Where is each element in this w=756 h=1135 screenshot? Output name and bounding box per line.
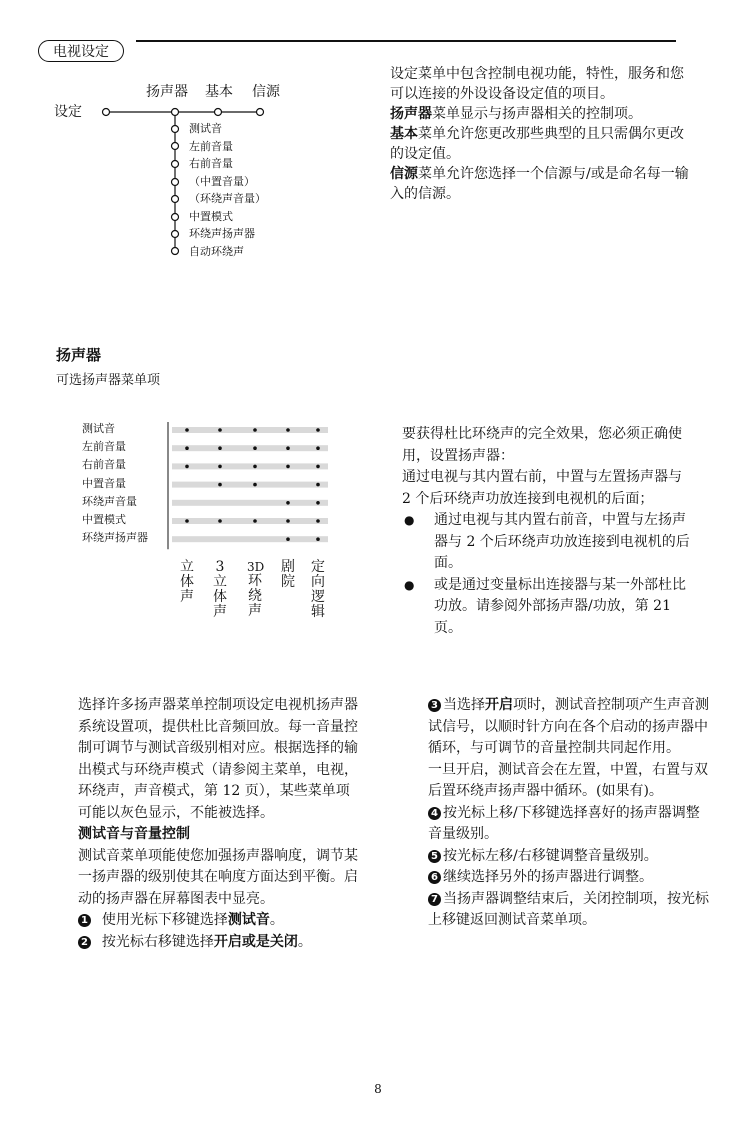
step-2 bbox=[78, 932, 360, 954]
availability-dot bbox=[253, 465, 257, 469]
step-keyword: 开启或是关闭 bbox=[213, 933, 298, 950]
step-text: 使用光标下移键选择 bbox=[101, 912, 228, 928]
intro-basic-term: 基本 bbox=[390, 126, 418, 142]
test-tone-subheading: 测试音与音量控制 bbox=[78, 826, 190, 842]
step-1 bbox=[78, 910, 360, 932]
step-text: 当扬声器调整结束后，关闭控制项，按光标上移键返回测试音菜单项。 bbox=[428, 890, 709, 928]
table-column-label: 剧 院 bbox=[281, 559, 295, 590]
table-row-band bbox=[172, 463, 328, 469]
availability-dot bbox=[253, 519, 257, 523]
table-column-label: 定 向 逻 辑 bbox=[311, 559, 325, 620]
bullet-item: ● 通过电视与其内置右前音，中置与左扬声器与 2 个后环绕声功放连接到电视机的后面。 bbox=[402, 510, 692, 575]
table-row-label: 左前音量 bbox=[82, 440, 126, 454]
tree-branch-speaker: 扬声器 bbox=[146, 84, 188, 100]
menu-tree-lines bbox=[50, 78, 310, 268]
availability-dot bbox=[316, 428, 320, 432]
availability-dot bbox=[316, 519, 320, 523]
intro-speaker-desc: 菜单显示与扬声器相关的控制项。 bbox=[432, 106, 642, 122]
intro-source-desc: 菜单允许您选择一个信源与/或是命名每一输入的信源。 bbox=[390, 166, 689, 202]
step-5 bbox=[428, 846, 710, 868]
tree-item: 环绕声扬声器 bbox=[189, 227, 255, 240]
intro-line: 设定菜单中包含控制电视功能，特性，服务和您可以连接的外设设备设定值的项目。 bbox=[390, 66, 684, 102]
page-number: 8 bbox=[374, 1082, 382, 1096]
bullet-item: ● 或是通过变量标出连接器与某一外部杜比功放。请参阅外部扬声器/功放，第 21 页。 bbox=[402, 575, 692, 640]
table-row-band bbox=[172, 482, 328, 488]
speaker-menu-desc: 选择许多扬声器菜单控制项设定电视机扬声器系统设置项，提供杜比音频回放。每一音量控制可调节与测试音级别相对应。根据选择的输出模式与环绕声模式（请参阅主菜单，电视，环绕声，声音模式，第 12 页），某些菜单项可能以灰色显示，不能被选择。 bbox=[78, 697, 358, 821]
step-text: 按光标左移/右移键调整音量级别。 bbox=[443, 847, 658, 864]
availability-dot bbox=[253, 446, 257, 450]
tree-item: 右前音量 bbox=[189, 157, 233, 170]
availability-matrix bbox=[80, 420, 340, 555]
availability-dot bbox=[218, 483, 222, 487]
availability-dot bbox=[286, 428, 290, 432]
table-row-label: 右前音量 bbox=[82, 458, 126, 472]
table-column-label: 3D 环 绕 声 bbox=[247, 560, 265, 619]
availability-dot bbox=[316, 465, 320, 469]
section-title-pill: 电视设定 bbox=[38, 40, 124, 62]
availability-dot bbox=[185, 446, 189, 450]
speaker-heading: 扬声器 bbox=[56, 346, 102, 364]
availability-dot bbox=[286, 537, 290, 541]
table-column-label: 立 体 声 bbox=[180, 559, 194, 605]
step-text: 当选择 bbox=[443, 697, 485, 713]
table-row-band bbox=[172, 445, 328, 451]
step-keyword: 开启 bbox=[485, 697, 513, 713]
availability-dot bbox=[316, 446, 320, 450]
test-tone-cycle-note: 一旦开启，测试音会在左置，中置，右置与双后置环绕声扬声器中循环。(如果有)。 bbox=[428, 761, 708, 799]
tree-item: （中置音量） bbox=[189, 174, 255, 188]
availability-dot bbox=[316, 483, 320, 487]
test-tone-right-text bbox=[428, 695, 710, 932]
step-text: 项时，测试音控制项产生声音测试信号，以顺时针方向在各个启动的扬声器中循环，与可调节的音量控制共同起作用。 bbox=[428, 697, 709, 756]
tree-branch-basic: 基本 bbox=[205, 84, 233, 100]
dolby-connection: 通过电视与其内置右前，中置与左置扬声器与 2 个后环绕声功放连接到电视机的后面； bbox=[402, 469, 682, 507]
table-row-label: 测试音 bbox=[82, 422, 115, 435]
availability-dot bbox=[286, 519, 290, 523]
step-number-icon: 2 bbox=[78, 936, 91, 949]
availability-dot bbox=[218, 465, 222, 469]
step-7 bbox=[428, 889, 710, 932]
step-keyword: 测试音 bbox=[227, 912, 270, 928]
step-text: 。 bbox=[269, 912, 284, 928]
tree-item: 左前音量 bbox=[189, 139, 233, 153]
availability-dot bbox=[253, 483, 257, 487]
step-text: 继续选择另外的扬声器进行调整。 bbox=[443, 869, 653, 885]
intro-speaker-term: 扬声器 bbox=[390, 106, 432, 122]
availability-dot bbox=[286, 446, 290, 450]
tree-item: 测试音 bbox=[189, 122, 222, 135]
step-text: 。 bbox=[297, 933, 312, 950]
step-3 bbox=[428, 695, 710, 760]
availability-dot bbox=[218, 519, 222, 523]
table-row-band bbox=[172, 500, 328, 506]
availability-dot bbox=[218, 446, 222, 450]
tree-items-list bbox=[189, 120, 266, 260]
step-number-icon: 7 bbox=[428, 893, 441, 906]
menu-tree-diagram bbox=[50, 78, 310, 268]
tree-branch-source: 信源 bbox=[252, 84, 280, 100]
dolby-setup-text bbox=[402, 424, 692, 639]
dolby-intro: 要获得杜比环绕声的完全效果，您必须正确使用，设置扬声器： bbox=[402, 426, 682, 464]
tree-item: （环绕声音量） bbox=[189, 192, 266, 205]
intro-text bbox=[390, 64, 690, 204]
tree-root-label: 设定 bbox=[54, 104, 82, 120]
availability-dot bbox=[185, 465, 189, 469]
step-6 bbox=[428, 867, 710, 889]
intro-source-term: 信源 bbox=[390, 166, 418, 182]
tree-item: 中置模式 bbox=[189, 209, 233, 223]
speaker-availability-table bbox=[80, 420, 340, 635]
table-row-band bbox=[172, 518, 328, 524]
table-row-label: 环绕声音量 bbox=[82, 494, 137, 508]
speaker-subheading: 可选扬声器菜单项 bbox=[56, 373, 161, 388]
test-tone-left-text bbox=[78, 695, 360, 953]
availability-dot bbox=[316, 501, 320, 505]
step-text: 按光标右移键选择 bbox=[101, 933, 214, 950]
step-number-icon: 6 bbox=[428, 871, 441, 884]
availability-dot bbox=[185, 428, 189, 432]
test-tone-desc: 测试音菜单项能使您加强扬声器响度，调节某一扬声器的级别使其在响度方面达到平衡。启动的扬声器在屏幕图表中显亮。 bbox=[78, 847, 358, 907]
step-number-icon: 1 bbox=[78, 914, 91, 927]
header-rule bbox=[136, 40, 676, 42]
step-number-icon: 3 bbox=[428, 699, 441, 712]
step-4 bbox=[428, 803, 710, 846]
table-row-band bbox=[172, 427, 328, 433]
availability-dot bbox=[253, 428, 257, 432]
table-row-label: 环绕声扬声器 bbox=[82, 531, 148, 545]
table-row-label: 中置音量 bbox=[82, 476, 126, 490]
step-number-icon: 5 bbox=[428, 850, 441, 863]
availability-dot bbox=[286, 465, 290, 469]
intro-basic-desc: 菜单允许您更改那些典型的且只需偶尔更改的设定值。 bbox=[390, 126, 684, 162]
availability-dot bbox=[286, 501, 290, 505]
tree-item: 自动环绕声 bbox=[189, 244, 244, 258]
availability-dot bbox=[185, 519, 189, 523]
availability-dot bbox=[316, 537, 320, 541]
availability-dot bbox=[218, 428, 222, 432]
table-row-band bbox=[172, 536, 328, 542]
step-number-icon: 4 bbox=[428, 807, 441, 820]
step-text: 按光标上移/下移键选择喜好的扬声器调整音量级别。 bbox=[428, 804, 700, 842]
table-column-label: 3 立 体 声 bbox=[213, 559, 227, 620]
table-row-label: 中置模式 bbox=[82, 513, 126, 527]
